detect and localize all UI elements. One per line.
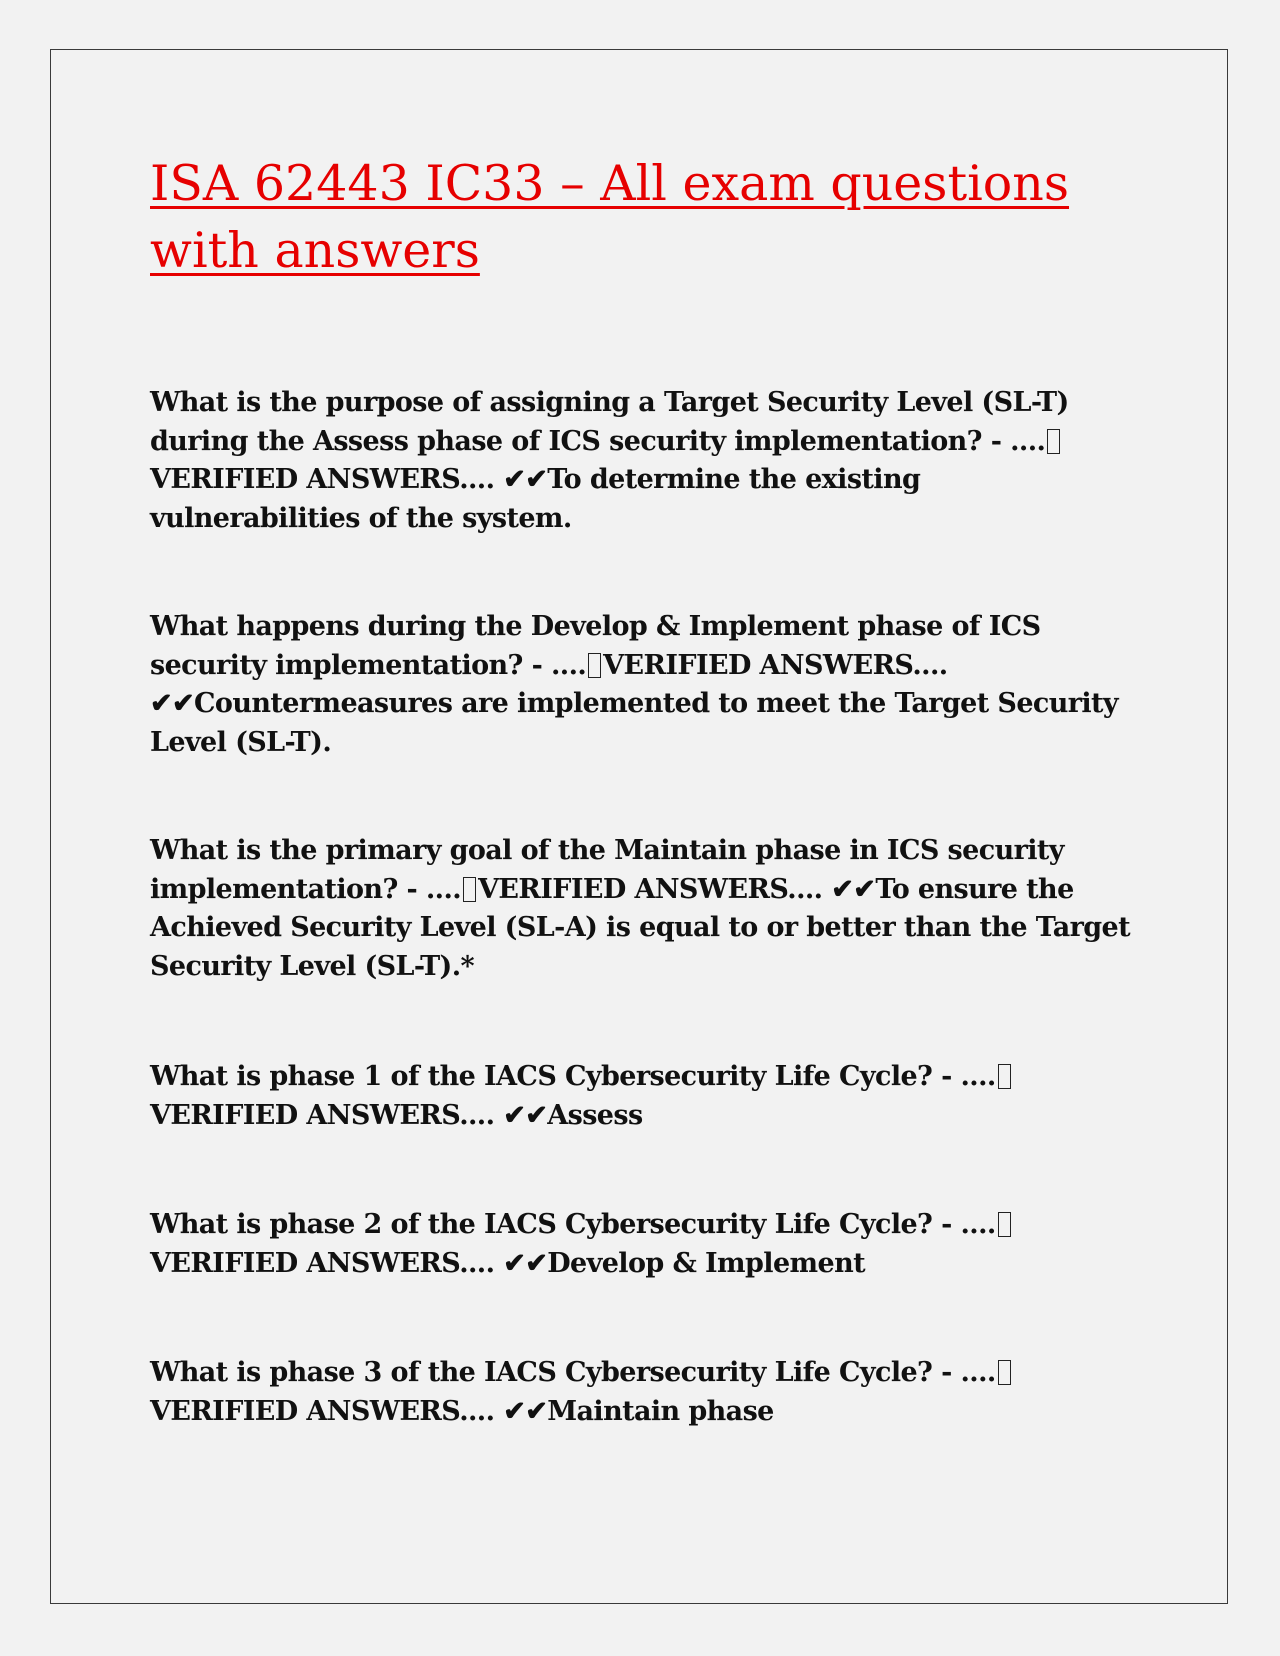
document-title: ISA 62443 IC33 – All exam questions with answers [150,155,1070,279]
qa-item [150,384,1130,538]
answer-text: VERIFIED ANSWERS.... ✔✔Countermeasures are implemented to meet the Target Security Level (SL-T). [150,649,1119,758]
qa-list [150,384,1130,1431]
missing-glyph-icon [588,653,601,678]
qa-item [150,1354,1130,1431]
missing-glyph-icon [998,1064,1011,1089]
missing-glyph-icon [998,1212,1011,1237]
question-text: What is phase 3 of the IACS Cybersecurity Life Cycle? - .... [150,1357,996,1388]
answer-text: VERIFIED ANSWERS.... ✔✔To determine the existing vulnerabilities of the system. [150,464,921,534]
answer-text: VERIFIED ANSWERS.... ✔✔To ensure the Achieved Security Level (SL-A) is equal to or better than the Target Security Level (SL-T).* [150,873,1130,982]
answer-text: VERIFIED ANSWERS.... ✔✔Assess [150,1099,643,1131]
answer-text: VERIFIED ANSWERS.... ✔✔Develop & Implement [150,1247,865,1279]
qa-item [150,1206,1130,1283]
missing-glyph-icon [998,1360,1011,1385]
question-text: What is phase 2 of the IACS Cybersecurity Life Cycle? - .... [150,1209,996,1240]
document-content [150,150,1130,1501]
answer-text: VERIFIED ANSWERS.... ✔✔Maintain phase [150,1395,774,1427]
qa-item [150,608,1130,762]
question-text: What is the purpose of assigning a Target Security Level (SL-T) during the Assess phase of ICS security implementation? - .... [150,387,1069,457]
qa-item [150,832,1130,986]
question-text: What is phase 1 of the IACS Cybersecurity Life Cycle? - .... [150,1061,996,1092]
missing-glyph-icon [1047,429,1060,454]
question-text: What is the primary goal of the Maintain phase in ICS security implementation? - .... [150,835,1064,905]
question-text: What happens during the Develop & Implement phase of ICS security implementation? - .... [150,611,1041,681]
qa-item [150,1058,1130,1135]
missing-glyph-icon [463,877,476,902]
